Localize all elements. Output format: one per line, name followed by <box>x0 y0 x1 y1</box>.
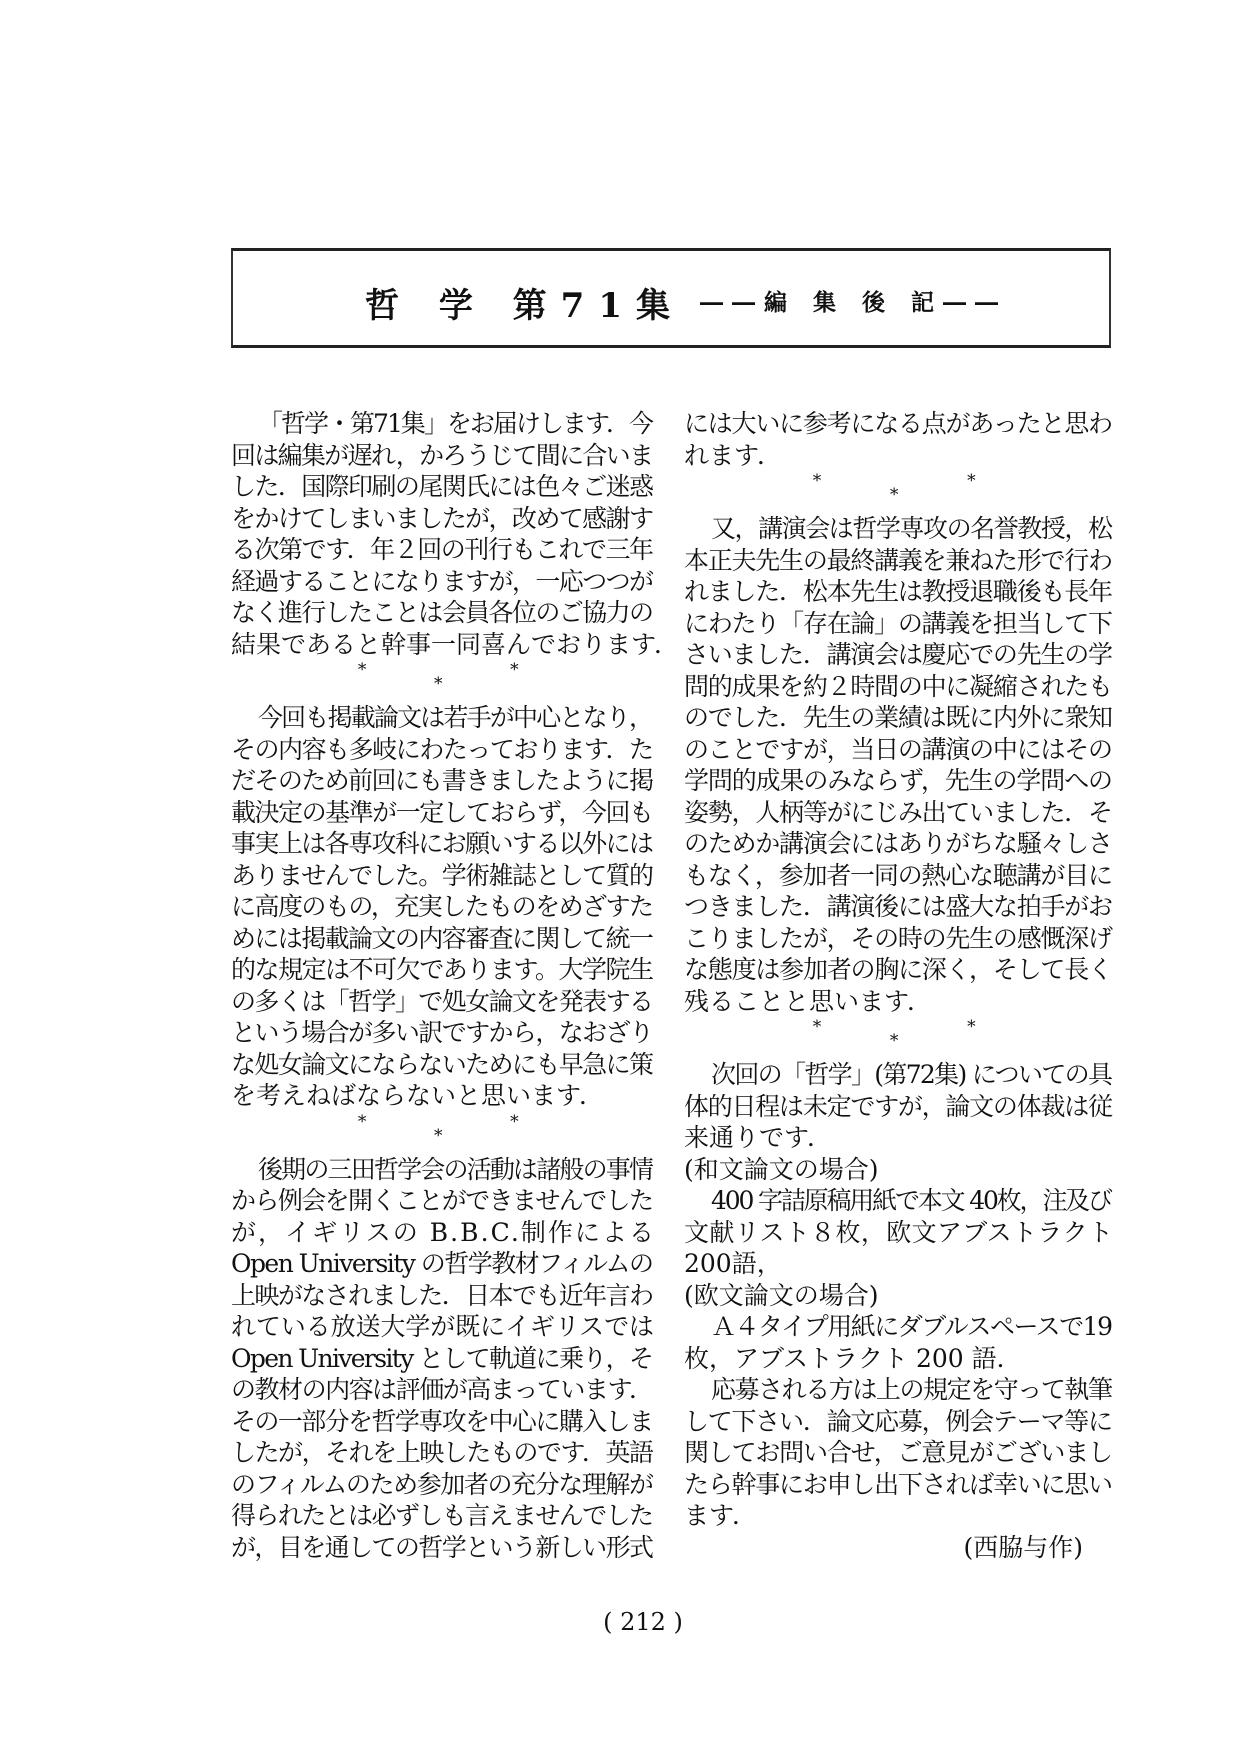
line-text: その一部分を哲学専攻を中心に購入しま <box>231 1406 653 1436</box>
line-text: をかけてしまいましたが，改めて感謝す <box>231 503 653 533</box>
text-line <box>684 1469 1113 1501</box>
text-line <box>231 828 654 860</box>
line-text: れました．松本先生は教授退職後も長年 <box>684 577 1112 606</box>
text-line <box>684 408 1113 440</box>
line-text: 事実上は各専攻科にお願いする以外には <box>231 829 653 858</box>
line-text: その内容も多岐にわたっております．た <box>231 734 653 764</box>
page-subtitle: ――編 集 後 記―― <box>700 289 1008 316</box>
page-number: ( 212 ) <box>603 1608 683 1636</box>
paragraph <box>684 1185 1113 1280</box>
line-text: に高度のもの，充実したものをめざすた <box>231 892 653 921</box>
text-line <box>231 986 654 1018</box>
right-column <box>684 408 1113 1563</box>
text-line <box>684 734 1113 766</box>
text-line <box>231 408 654 440</box>
text-line <box>684 1280 1113 1312</box>
text-line <box>231 1532 654 1564</box>
text-line <box>231 1248 654 1280</box>
line-text: 姿勢，人柄等がにじみ出ていました．そ <box>684 797 1112 827</box>
text-line <box>684 1437 1113 1469</box>
line-text: 得られたとは必ずしも言えませんでした <box>231 1501 653 1530</box>
asterisk-mark: * <box>357 660 367 680</box>
section-separator <box>684 471 1113 513</box>
text-line <box>231 471 654 503</box>
line-text: Open University として軌道に乗り，そ <box>231 1343 653 1373</box>
text-line <box>684 923 1113 955</box>
text-line <box>231 891 654 923</box>
text-line <box>231 1217 657 1249</box>
text-line <box>684 1091 1113 1123</box>
line-text: 的な規定は不可欠であります。大学院生 <box>231 955 653 984</box>
text-line <box>684 702 1113 734</box>
asterisk-mark: * <box>434 1125 443 1146</box>
line-text: Ａ４タイプ用紙にダブルスペースで19 <box>711 1312 1112 1341</box>
text-line <box>684 1406 1113 1438</box>
text-line <box>684 1122 1113 1154</box>
author-signature: (西脇与作) <box>963 1532 1083 1562</box>
line-text: 回は編集が遅れ，かろうじて間に合いま <box>231 440 653 470</box>
line-text: もなく，参加者一同の熱心な聴講が目に <box>684 860 1112 890</box>
line-text: 400 字詰原稿用紙で本文 40枚，注及び <box>711 1186 1111 1215</box>
line-text: 関してお問い合せ，ご意見がございまし <box>684 1438 1112 1467</box>
text-line <box>684 765 1113 797</box>
text-line <box>684 1154 1113 1186</box>
text-line <box>684 860 1113 892</box>
text-line <box>684 1500 1113 1532</box>
text-line <box>684 639 1113 671</box>
line-text: 枚，アブストラクト 200 語． <box>684 1343 1022 1373</box>
paragraph <box>231 702 654 1112</box>
line-text: 次回の「哲学」(第72集) についての具 <box>711 1060 1112 1089</box>
asterisk-mark: * <box>967 1017 976 1037</box>
text-line <box>684 986 1113 1018</box>
line-text: る次第です．年２回の刊行もこれで三年 <box>231 535 653 564</box>
text-line <box>684 513 1113 545</box>
text-line <box>684 1374 1113 1406</box>
asterisk-mark: * <box>434 674 443 694</box>
text-line <box>231 1500 654 1532</box>
line-text: 今回も掲載論文は若手が中心となり， <box>258 703 653 732</box>
text-line <box>231 860 654 892</box>
text-line <box>231 1049 654 1081</box>
line-text: たら幹事にお申し出下されば幸いに思い <box>684 1469 1112 1499</box>
text-line <box>231 1280 654 1312</box>
text-line <box>231 1343 654 1375</box>
text-line <box>684 1185 1113 1217</box>
line-text: 体的日程は未定ですが，論文の体裁は従 <box>684 1091 1112 1121</box>
text-line <box>231 1017 654 1049</box>
line-text: の多くは「哲学」で処女論文を発表する <box>231 986 653 1016</box>
line-text: して下さい．論文応募，例会テーマ等に <box>684 1406 1112 1436</box>
text-line <box>231 1154 654 1186</box>
line-text: ありませんでした。学術雑誌として質的 <box>231 860 653 890</box>
text-line <box>231 566 654 598</box>
line-text: した．国際印刷の尾関氏には色々ご迷惑 <box>231 472 653 501</box>
text-line <box>231 923 654 955</box>
asterisk-mark: * <box>812 471 822 491</box>
text-line <box>684 671 1113 703</box>
line-text: の教材の内容は評価が高まっています． <box>231 1375 653 1404</box>
paragraph <box>684 513 1113 1017</box>
line-text: つきました．講演後には盛大な拍手がお <box>684 892 1112 921</box>
line-text: 応募される方は上の規定を守って執筆 <box>711 1375 1112 1404</box>
line-text: 残ることと思います． <box>684 986 933 1016</box>
line-text: 本正夫先生の最終講義を兼ねた形で行わ <box>684 545 1112 575</box>
line-text: な態度は参加者の胸に深く，そして長く <box>684 955 1112 984</box>
page-title: 哲 学 第71集 <box>365 286 684 326</box>
text-line <box>684 576 1113 608</box>
line-text: にわたり「存在論」の講義を担当して下 <box>684 608 1112 638</box>
paragraph <box>684 1280 1113 1312</box>
text-line <box>684 1248 1113 1280</box>
text-line <box>231 534 654 566</box>
text-line <box>684 608 1113 640</box>
line-text: 問的成果を約２時間の中に凝縮されたも <box>684 671 1112 701</box>
text-line <box>231 1437 654 1469</box>
line-text: Open University の哲学教材フィルムの <box>231 1249 653 1278</box>
line-text: から例会を開くことができませんでした <box>231 1186 653 1215</box>
line-text: な処女論文にならないためにも早急に策 <box>231 1049 653 1079</box>
section-separator <box>231 1112 654 1154</box>
paragraph <box>684 1154 1113 1186</box>
line-text: (和文論文の場合) <box>684 1154 879 1184</box>
asterisk-mark: * <box>889 1031 899 1051</box>
asterisk-mark: * <box>812 1017 822 1037</box>
line-text: なく進行したことは会員各位のご協力の <box>231 598 653 627</box>
line-text: には大いに参考になる点があったと思わ <box>684 409 1112 438</box>
line-text: が，目を通しての哲学という新しい形式 <box>231 1532 653 1562</box>
text-line <box>684 1311 1113 1343</box>
line-text: れます． <box>684 440 783 470</box>
asterisk-mark: * <box>967 471 976 491</box>
line-text: 文献リスト８枚，欧文アブストラクト <box>684 1217 1114 1247</box>
paragraph <box>684 1059 1113 1154</box>
line-text: 後期の三田哲学会の活動は諸般の事情 <box>258 1154 653 1184</box>
line-text: したが，それを上映したものです．英語 <box>231 1438 653 1467</box>
text-line <box>231 1374 654 1406</box>
text-line <box>684 1059 1113 1091</box>
line-text: 「哲学・第71集」をお届けします．今 <box>258 409 652 438</box>
line-text: 来通りです． <box>684 1123 833 1152</box>
line-text: 又，講演会は哲学専攻の名誉教授，松 <box>711 514 1112 543</box>
line-text: ます． <box>684 1501 758 1530</box>
line-text: 上映がなされました．日本でも近年言わ <box>231 1280 653 1310</box>
line-text: という場合が多い訳ですから，なおざり <box>231 1018 653 1047</box>
text-line <box>684 545 1113 577</box>
text-line <box>684 828 1113 860</box>
asterisk-mark: * <box>510 660 519 680</box>
asterisk-mark: * <box>510 1111 519 1132</box>
text-line <box>231 954 654 986</box>
text-line <box>684 797 1113 829</box>
line-text: 結果であると幹事一同喜んでおります． <box>231 629 680 659</box>
text-line <box>231 734 654 766</box>
line-text: 経過することになりますが，一応つつが <box>231 566 653 596</box>
text-line <box>231 1406 654 1438</box>
section-separator <box>231 660 654 702</box>
line-text: めには掲載論文の内容審査に関して統一 <box>231 923 653 953</box>
left-column <box>231 408 680 1563</box>
line-text: 学問的成果のみならず，先生の学問への <box>684 766 1112 795</box>
asterisk-mark: * <box>889 485 899 505</box>
line-text: のことですが，当日の講演の中にはその <box>684 734 1112 764</box>
paragraph <box>684 408 1113 471</box>
line-text: のフィルムのため参加者の充分な理解が <box>231 1469 653 1499</box>
section-separator <box>684 1017 1113 1059</box>
line-text: のためか講演会にはありがちな騒々しさ <box>684 829 1112 858</box>
line-text: だそのため前回にも書きましたように掲 <box>231 766 653 795</box>
text-line <box>684 1217 1113 1249</box>
line-text: 載決定の基準が一定しておらず，今回も <box>231 797 653 827</box>
text-line <box>684 954 1113 986</box>
line-text: 200語， <box>684 1249 782 1278</box>
text-line <box>231 1311 654 1343</box>
line-text: こりましたが，その時の先生の感慨深げ <box>684 923 1112 953</box>
text-line <box>684 1343 1113 1375</box>
paragraph <box>231 1154 657 1564</box>
text-line <box>231 1185 654 1217</box>
line-text: を考えねばならないと思います． <box>231 1081 605 1110</box>
line-text: が，イギリスの B.B.C.制作による <box>231 1217 657 1247</box>
text-line <box>231 765 654 797</box>
text-line <box>231 629 680 661</box>
line-text: (欧文論文の場合) <box>684 1280 879 1310</box>
line-text: さいました．講演会は慶応での先生の学 <box>684 640 1112 669</box>
text-line <box>231 1080 654 1112</box>
asterisk-mark: * <box>357 1111 367 1132</box>
line-text: のでした．先生の業績は既に内外に衆知 <box>684 703 1112 732</box>
text-line <box>231 440 654 472</box>
text-line <box>231 1469 654 1501</box>
text-line <box>231 597 654 629</box>
paragraph <box>684 1311 1113 1374</box>
text-line <box>684 891 1113 923</box>
text-line <box>684 440 1113 472</box>
paragraph <box>684 1374 1113 1532</box>
line-text: れている放送大学が既にイギリスでは <box>231 1312 654 1341</box>
text-line <box>231 797 654 829</box>
text-line <box>231 702 654 734</box>
paragraph <box>231 408 680 660</box>
text-line <box>231 503 654 535</box>
